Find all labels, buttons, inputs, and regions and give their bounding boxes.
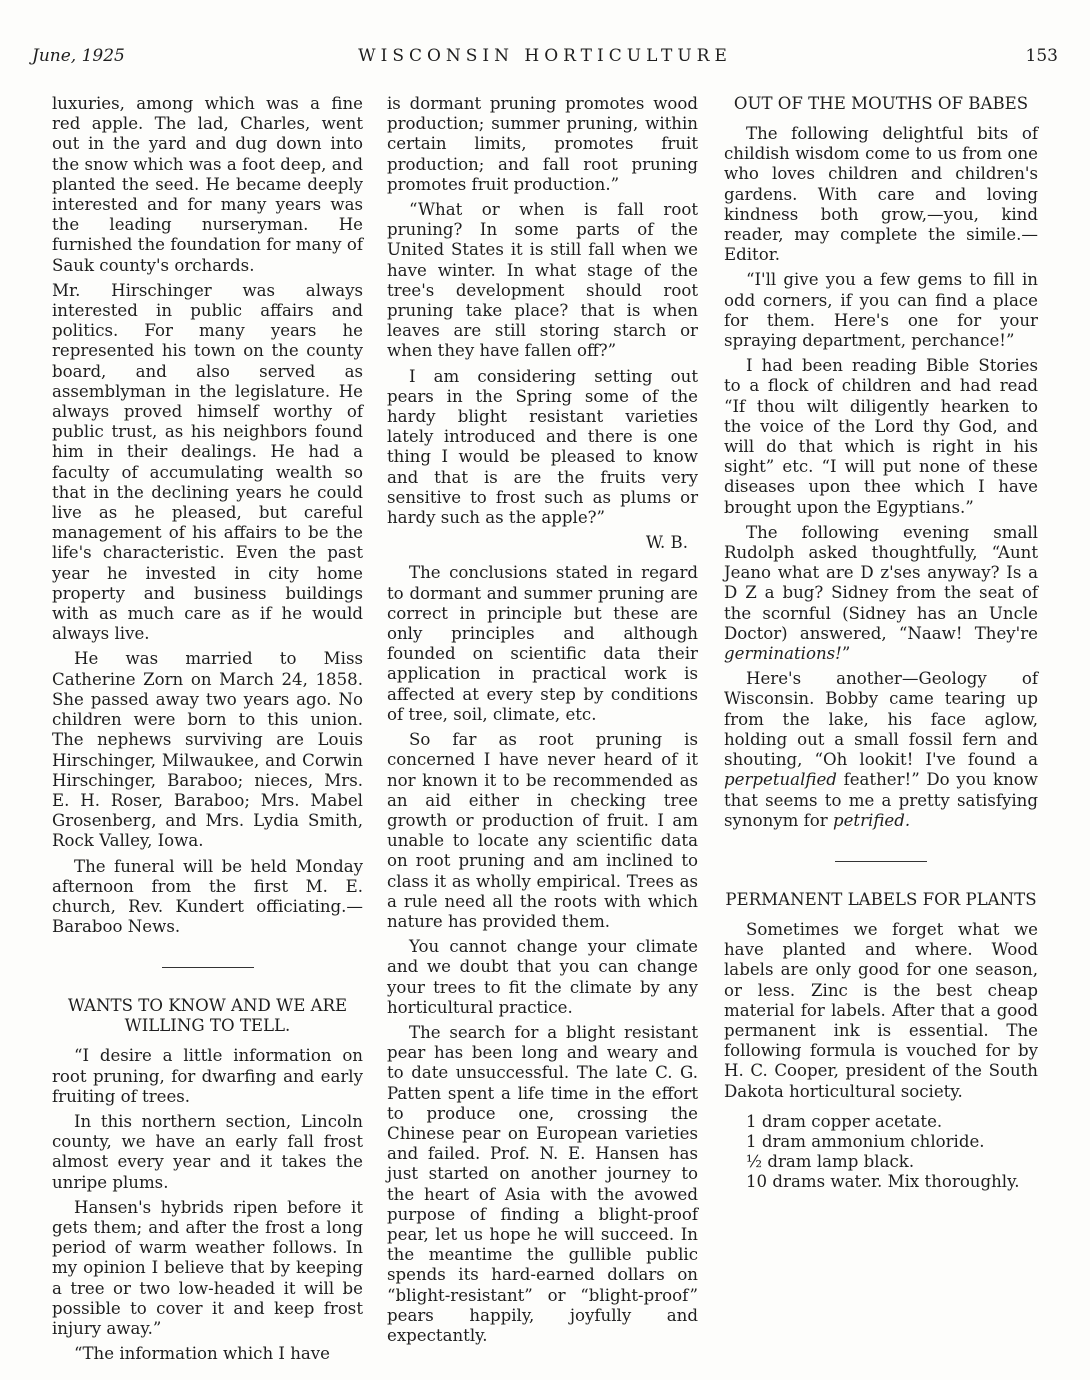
paragraph: The conclusions stated in regard to dormant and summer pruning are correct in principle but these are only principles and although founded on scientific data their application in practical work is affected at every step by conditions of tree, soil, climate, etc. bbox=[387, 563, 698, 724]
formula-line: 1 dram ammonium chloride. bbox=[746, 1131, 985, 1151]
text-run: Here's another—Geology of Wisconsin. Bobby came tearing up from the lake, his face aglow, holding out a small fossil fern and shouting, “Oh lookit! I've found a bbox=[724, 669, 1038, 770]
section-heading: OUT OF THE MOUTHS OF BABES bbox=[733, 94, 1029, 113]
paragraph: Sometimes we forget what we have planted and where. Wood labels are only good for one season, or less. Zinc is the best cheap material for labels. After that a good permanent ink is essential. The following formula is vouched for by H. C. Cooper, president of the South Dakota horticultural society. bbox=[724, 919, 1038, 1101]
text-run: ” bbox=[841, 644, 851, 664]
paragraph: I had been reading Bible Stories to a flock of children and had read “If thou wilt diligently hearken to the voice of the Lord thy God, and will do that which is right in his sight” etc. “I will put none of these diseases upon thee which I have brought upon the Egyptians.” bbox=[724, 356, 1038, 517]
paragraph bbox=[724, 669, 1038, 831]
section-heading: PERMANENT LABELS FOR PLANTS bbox=[725, 889, 1037, 909]
paragraph: I am considering setting out pears in the Spring some of the hardy blight resistant varieties lately introduced and there is one thing I would be pleased to know and that is are the fruits very sensitive to frost such as plums or hardy such as the apple?” bbox=[387, 366, 698, 528]
paragraph: He was married to Miss Catherine Zorn on March 24, 1858. She passed away two years ago. No children were born to this union. The nephews surviving are Louis Hirschinger, Milwaukee, and Corwin Hirschinger, Baraboo; nieces, Mrs. E. H. Roser, Baraboo; Mrs. Mabel Grosenberg, and Mrs. Lydia Smith, Rock Valley, Iowa. bbox=[52, 649, 363, 851]
paragraph: Mr. Hirschinger was always interested in public affairs and politics. For many years he represented his town on the county board, and also served as assemblyman in the legislature. He always proved himself worthy of public trust, as his neighbors found him in their dealings. He had a faculty of accumulating wealth so that in the declining years he could live as he pleased, but careful management of his affairs to be the life's characteristic. Even the past year he invested in city home property and business buildings with as much care as if he would always live. bbox=[52, 280, 363, 644]
signature-initials: W. B. bbox=[645, 533, 688, 553]
column-3 bbox=[724, 94, 1038, 1193]
column-1 bbox=[52, 94, 363, 1369]
paragraph: The funeral will be held Monday afternoon from the first M. E. church, Rev. Kundert officiating.—Baraboo News. bbox=[52, 856, 363, 937]
page-number: 153 bbox=[1025, 46, 1058, 66]
text-run: The following evening small Rudolph asked thoughtfully, “Aunt Jeano what are D z'ses anyway? Is a D Z a bug? Sidney from the seat of the scornful (Sidney has an Uncle Doctor) answered, “Naaw! They're bbox=[724, 522, 1038, 643]
section-heading: WANTS TO KNOW AND WE ARE WILLING TO TELL. bbox=[67, 996, 348, 1036]
paragraph: “What or when is fall root pruning? In some parts of the United States it is still fall when we have winter. In what stage of the tree's development should root pruning take place? that is when leaves are still storing starch or when they have fallen off?” bbox=[387, 200, 698, 361]
section-divider bbox=[835, 861, 927, 862]
section-divider bbox=[162, 967, 254, 968]
paragraph: The search for a blight resistant pear has been long and weary and to date unsuccessful. The late C. G. Patten spent a life time in the effort to produce one, crossing the Chinese pear on European varieties and failed. Prof. N. E. Hansen has just started on another journey to the heart of Asia with the avowed purpose of finding a blight-proof pear, let us hope he will succeed. In the meantime the gullible public spends its hard-earned dollars on “blight-resistant” or “blight-proof” pears happily, joyfully and expectantly. bbox=[387, 1022, 698, 1345]
page-header bbox=[32, 46, 1058, 76]
paragraph: Hansen's hybrids ripen before it gets them; and after the frost a long period of warm weather follows. In my opinion I believe that by keeping a tree or two low-headed it will be possible to cover it and keep frost injury away.” bbox=[52, 1197, 363, 1338]
column-2 bbox=[387, 94, 698, 1351]
magazine-title: WISCONSIN HORTICULTURE bbox=[358, 46, 732, 66]
formula-line: 10 drams water. Mix thoroughly. bbox=[746, 1172, 1020, 1192]
paragraph bbox=[724, 523, 1038, 664]
italic-word: petrified. bbox=[832, 810, 911, 830]
paragraph: “I desire a little information on root pruning, for dwarfing and early fruiting of trees. bbox=[52, 1046, 363, 1106]
paragraph: In this northern section, Lincoln county, we have an early fall frost almost every year and it takes the unripe plums. bbox=[52, 1111, 363, 1192]
paragraph: is dormant pruning promotes wood production; summer pruning, within certain limits, promotes fruit production; and fall root pruning promotes fruit production.” bbox=[387, 94, 698, 194]
paragraph: “The information which I have bbox=[74, 1344, 331, 1364]
paragraph: “I'll give you a few gems to fill in odd corners, if you can find a place for them. Here's one for your spraying department, perchance!” bbox=[724, 270, 1038, 351]
paragraph: So far as root pruning is concerned I have never heard of it nor known it to be recommended as an aid either in checking tree growth or production of fruit. I am unable to locate any scientific data on root pruning and am inclined to class it as wholly empirical. Trees as a rule need all the roots with which nature has provided them. bbox=[387, 730, 698, 931]
paragraph: The following delightful bits of childish wisdom come to us from one who loves children and children's gardens. With care and loving kindness both grow,—you, kind reader, may complete the simile.—Editor. bbox=[724, 124, 1038, 265]
italic-word: germinations! bbox=[724, 644, 842, 664]
paragraph: You cannot change your climate and we doubt that you can change your trees to fit the climate by any horticultural practice. bbox=[387, 937, 698, 1017]
paragraph: luxuries, among which was a fine red apple. The lad, Charles, went out in the yard and dug down into the snow which was a foot deep, and planted the seed. He became deeply interested and for many years was the leading nurseryman. He furnished the foundation for many of Sauk county's orchards. bbox=[52, 94, 363, 275]
ink-formula bbox=[724, 1112, 1038, 1193]
formula-line: 1 dram copper acetate. bbox=[746, 1111, 943, 1131]
text-run: feather!” Do you know that seems to me a pretty satisfying synonym for bbox=[724, 770, 1038, 830]
formula-line: ½ dram lamp black. bbox=[746, 1152, 915, 1172]
italic-word: perpetualfied bbox=[724, 770, 837, 790]
issue-date: June, 1925 bbox=[32, 46, 125, 66]
